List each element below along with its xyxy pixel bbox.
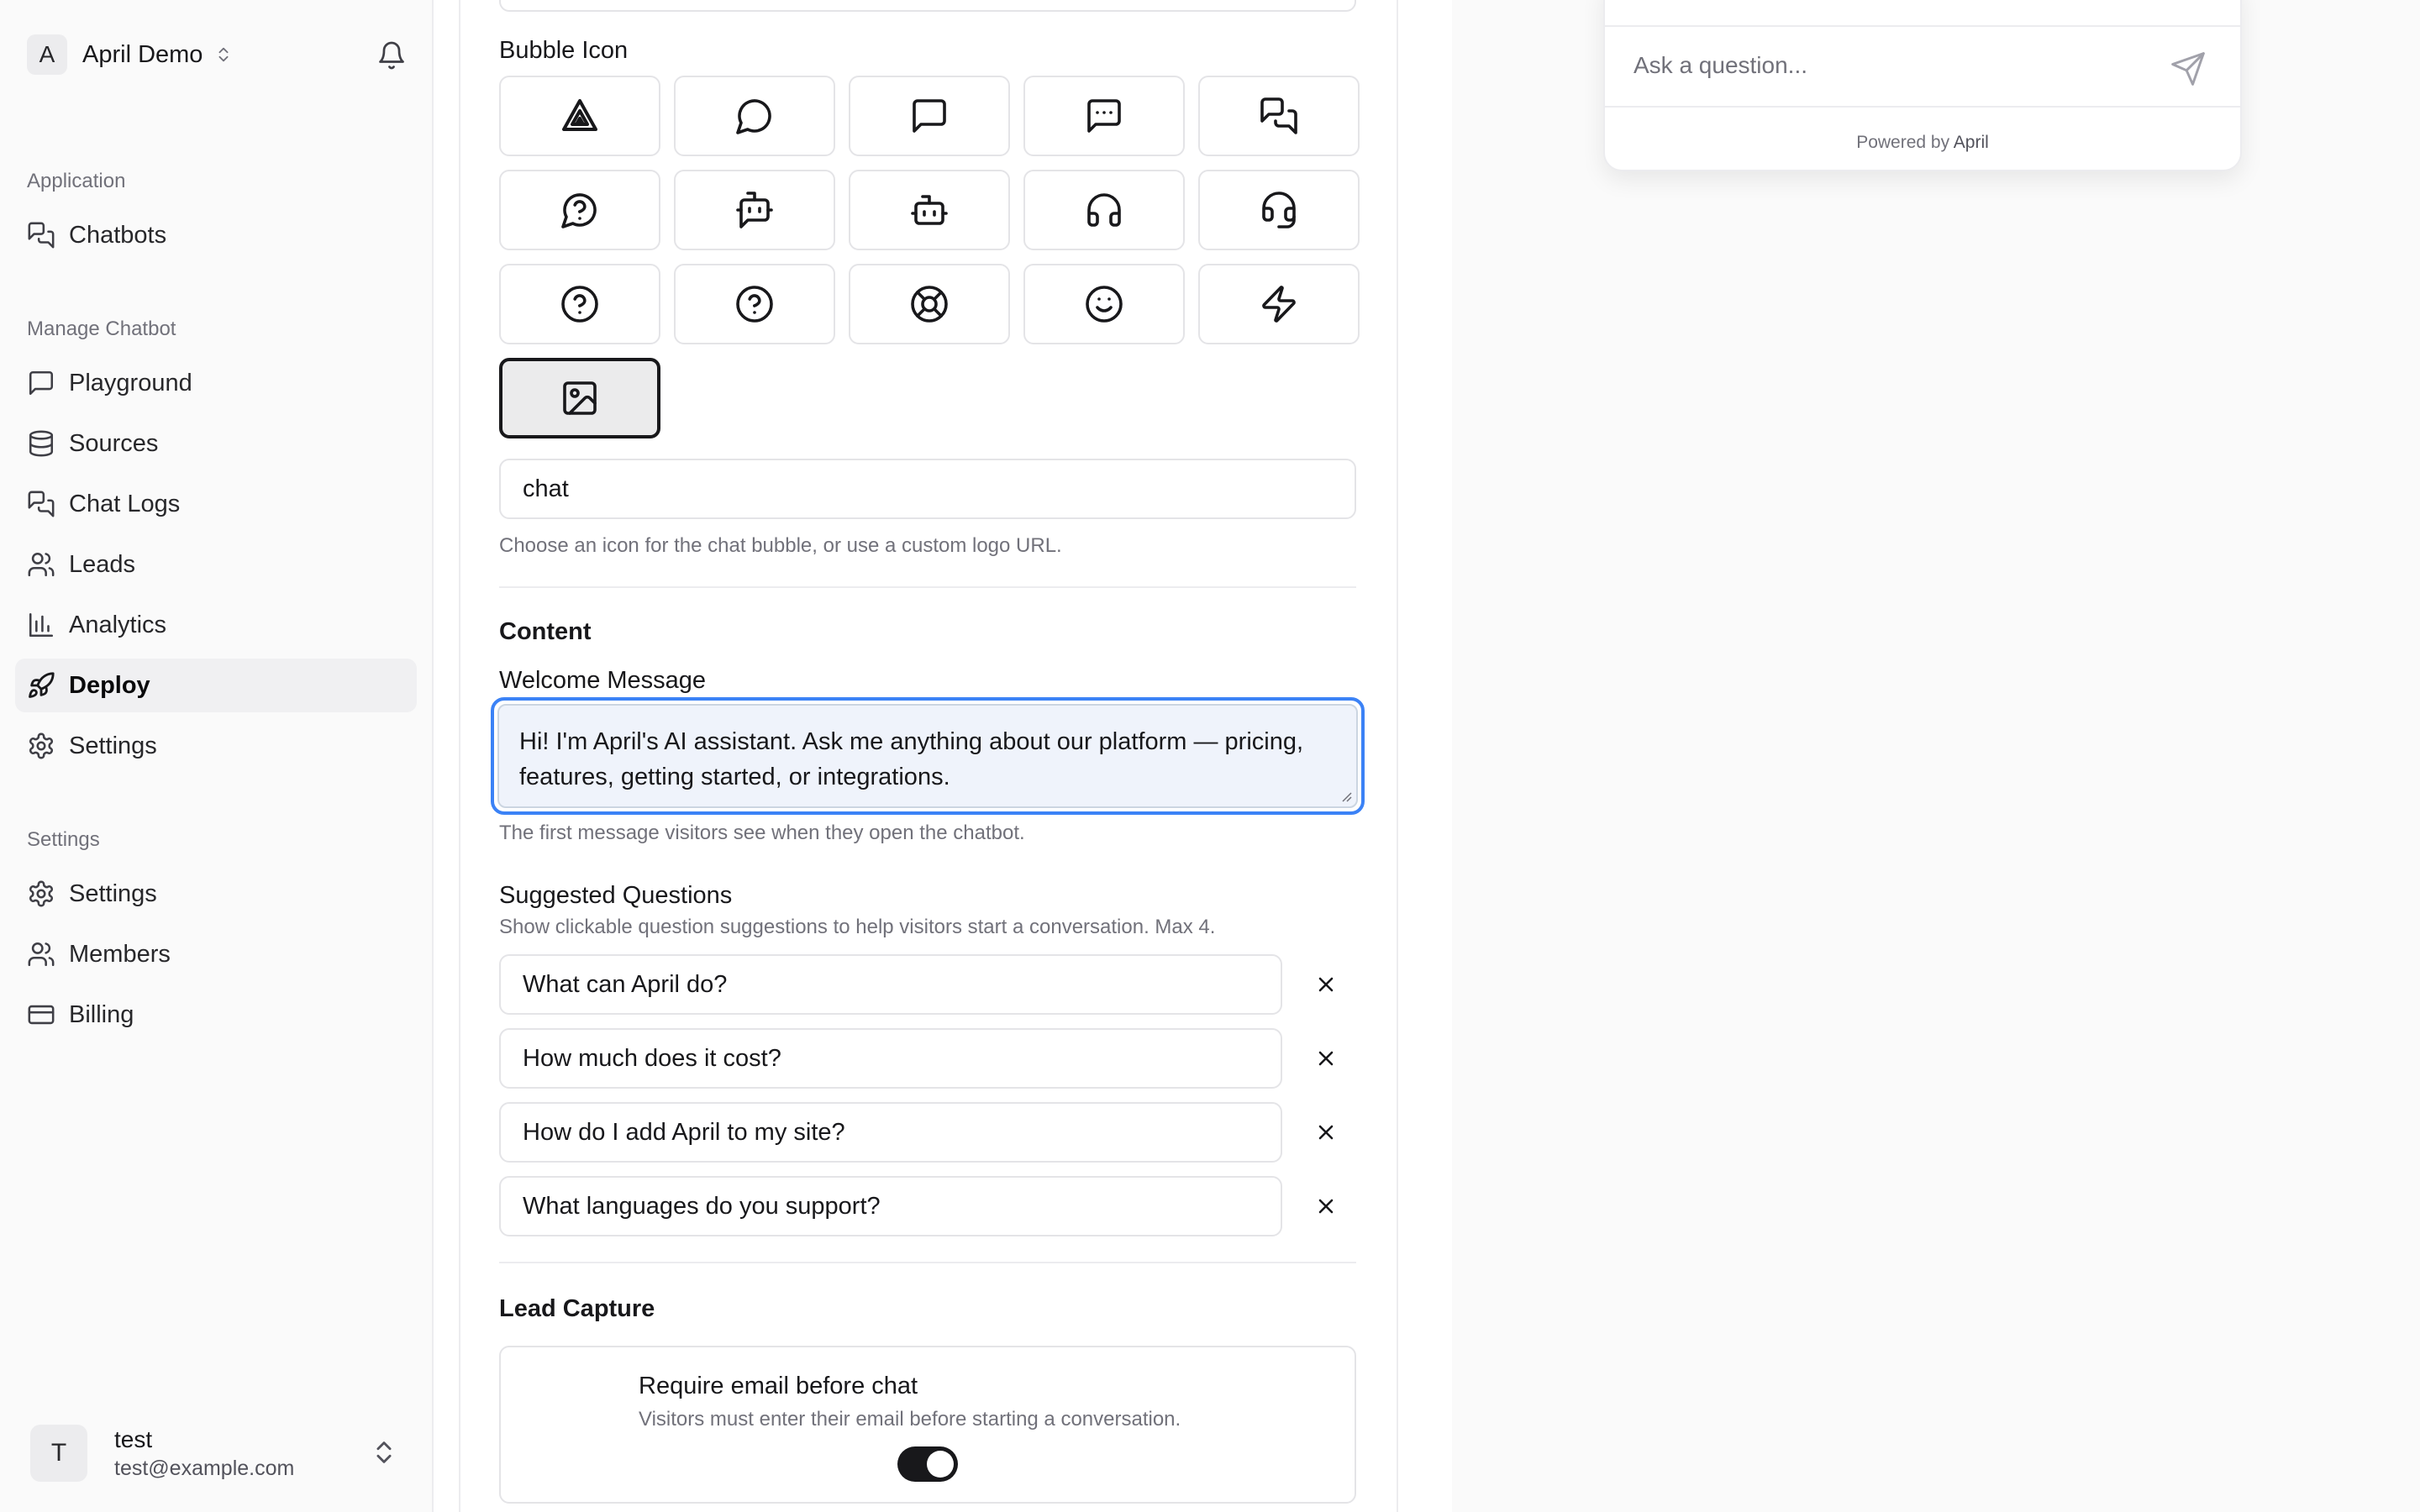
nav-item-analytics[interactable] [15, 598, 417, 652]
resize-handle-icon[interactable] [1338, 788, 1353, 803]
icon-option-message-square[interactable] [849, 76, 1010, 156]
april-logo-icon [560, 96, 600, 136]
welcome-message-textarea[interactable] [497, 704, 1358, 808]
remove-question-button-2[interactable] [1307, 1040, 1344, 1077]
message-circle-question-icon [560, 190, 600, 230]
close-icon [1314, 1047, 1338, 1070]
database-icon [27, 429, 55, 458]
require-email-title: Require email before chat [639, 1373, 918, 1399]
rocket-icon [27, 671, 55, 700]
bell-icon[interactable] [376, 40, 407, 71]
icon-option-circle-help[interactable] [499, 264, 660, 344]
welcome-message-text: Hi! I'm April's AI assistant. Ask me anything about our platform — pricing, features, getting started, or integrations. [519, 728, 1304, 790]
close-icon [1314, 1194, 1338, 1218]
require-email-description: Visitors must enter their email before starting a conversation. [639, 1408, 1181, 1431]
nav-label: Settings [69, 879, 157, 907]
bubble-icon-help: Choose an icon for the chat bubble, or use a custom logo URL. [499, 534, 1062, 557]
icon-option-bot[interactable] [849, 170, 1010, 250]
sidebar [0, 0, 434, 1512]
remove-question-button-1[interactable] [1307, 966, 1344, 1003]
icon-option-help-circle[interactable] [674, 264, 835, 344]
icon-option-april-logo[interactable] [499, 76, 660, 156]
bubble-icon-label: Bubble Icon [499, 37, 629, 64]
icon-option-headphones[interactable] [1023, 170, 1185, 250]
toggle-knob [927, 1451, 954, 1478]
team-avatar: A [27, 34, 67, 75]
nav-item-sources[interactable] [15, 417, 417, 470]
messages-square-icon [27, 490, 55, 518]
image-icon [560, 378, 600, 418]
require-email-toggle[interactable] [897, 1446, 958, 1482]
remove-question-button-4[interactable] [1307, 1188, 1344, 1225]
headset-icon [1259, 190, 1299, 230]
previous-field[interactable] [499, 0, 1356, 12]
nav-item-leads[interactable] [15, 538, 417, 591]
nav-label: Members [69, 940, 171, 968]
icon-option-bot-message-square[interactable] [674, 170, 835, 250]
content-section-title: Content [499, 618, 592, 645]
avatar: T [30, 1425, 87, 1482]
icon-option-life-buoy[interactable] [849, 264, 1010, 344]
bar-chart-icon [27, 611, 55, 639]
help-circle-icon [734, 284, 775, 324]
group-label-settings: Settings [27, 828, 100, 851]
icon-option-image[interactable] [499, 358, 660, 438]
nav-item-settings[interactable] [15, 867, 417, 921]
suggested-question-input-1[interactable]: What can April do? [499, 954, 1282, 1015]
send-icon[interactable] [2170, 50, 2207, 87]
close-icon [1314, 1121, 1338, 1144]
nav-label: Leads [69, 550, 136, 578]
nav-label: Chat Logs [69, 490, 181, 517]
chatbot-preview-panel [1452, 0, 2420, 1512]
nav-item-members[interactable] [15, 927, 417, 981]
nav-item-playground[interactable] [15, 356, 417, 410]
message-circle-icon [734, 96, 775, 136]
group-label-manage: Manage Chatbot [27, 318, 176, 340]
headphones-icon [1084, 190, 1124, 230]
message-square-icon [27, 369, 55, 397]
chat-input-placeholder: Ask a question... [1634, 52, 1808, 78]
bot-message-square-icon [734, 190, 775, 230]
icon-option-message-circle[interactable] [674, 76, 835, 156]
gear-icon [27, 732, 55, 760]
nav-item-chatbots[interactable] [15, 208, 417, 262]
welcome-message-focus-ring [491, 697, 1365, 815]
message-square-more-icon [1084, 96, 1124, 136]
nav-label: Playground [69, 369, 192, 396]
message-square-icon [909, 96, 950, 136]
welcome-message-help: The first message visitors see when they open the chatbot. [499, 822, 1025, 844]
suggested-questions-help: Show clickable question suggestions to help visitors start a conversation. Max 4. [499, 916, 1216, 938]
nav-item-bot-settings[interactable] [15, 719, 417, 773]
bot-icon [909, 190, 950, 230]
nav-item-chat-logs[interactable] [15, 477, 417, 531]
powered-by-prefix: Powered by [1856, 133, 1950, 152]
team-switcher[interactable] [27, 34, 413, 76]
user-menu[interactable] [15, 1408, 417, 1499]
close-icon [1314, 973, 1338, 996]
icon-option-zap[interactable] [1198, 264, 1360, 344]
nav-label: Sources [69, 429, 159, 457]
chat-widget-preview [1603, 0, 2242, 171]
icon-option-message-circle-question[interactable] [499, 170, 660, 250]
smile-icon [1084, 284, 1124, 324]
welcome-message-label: Welcome Message [499, 667, 707, 694]
nav-label: Analytics [69, 611, 167, 638]
nav-label: Settings [69, 732, 157, 759]
life-buoy-icon [909, 284, 950, 324]
nav-label: Billing [69, 1000, 134, 1028]
divider [499, 1262, 1356, 1263]
gear-icon [27, 879, 55, 908]
messages-square-icon [1259, 96, 1299, 136]
nav-label: Chatbots [69, 221, 167, 249]
team-name: April Demo [82, 40, 203, 68]
suggested-question-input-4[interactable]: What languages do you support? [499, 1176, 1282, 1236]
user-name: test [114, 1425, 153, 1452]
nav-item-deploy[interactable] [15, 659, 417, 712]
users-icon [27, 550, 55, 579]
suggested-questions-label: Suggested Questions [499, 882, 733, 909]
chevrons-up-down-icon [214, 44, 233, 66]
user-email: test@example.com [114, 1456, 295, 1480]
chat-input-row[interactable] [1605, 25, 2240, 108]
divider [499, 586, 1356, 588]
suggested-question-input-3[interactable]: How do I add April to my site? [499, 1102, 1282, 1163]
chevrons-up-down-icon [370, 1438, 398, 1467]
powered-by [1605, 133, 2240, 153]
remove-question-button-3[interactable] [1307, 1114, 1344, 1151]
nav-item-billing[interactable] [15, 988, 417, 1042]
require-email-card [499, 1346, 1356, 1504]
suggested-question-input-2[interactable]: How much does it cost? [499, 1028, 1282, 1089]
lead-capture-section-title: Lead Capture [499, 1295, 655, 1322]
nav-label: Deploy [69, 671, 150, 699]
zap-icon [1259, 284, 1299, 324]
icon-option-messages-square[interactable] [1198, 76, 1360, 156]
messages-square-icon [27, 221, 55, 249]
credit-card-icon [27, 1000, 55, 1029]
icon-option-headset[interactable] [1198, 170, 1360, 250]
icon-option-smile[interactable] [1023, 264, 1185, 344]
powered-by-brand[interactable]: April [1953, 133, 1989, 152]
circle-help-icon [560, 284, 600, 324]
bubble-icon-input[interactable]: chat [499, 459, 1356, 519]
icon-option-message-square-more[interactable] [1023, 76, 1185, 156]
users-icon [27, 940, 55, 969]
group-label-application: Application [27, 170, 126, 192]
